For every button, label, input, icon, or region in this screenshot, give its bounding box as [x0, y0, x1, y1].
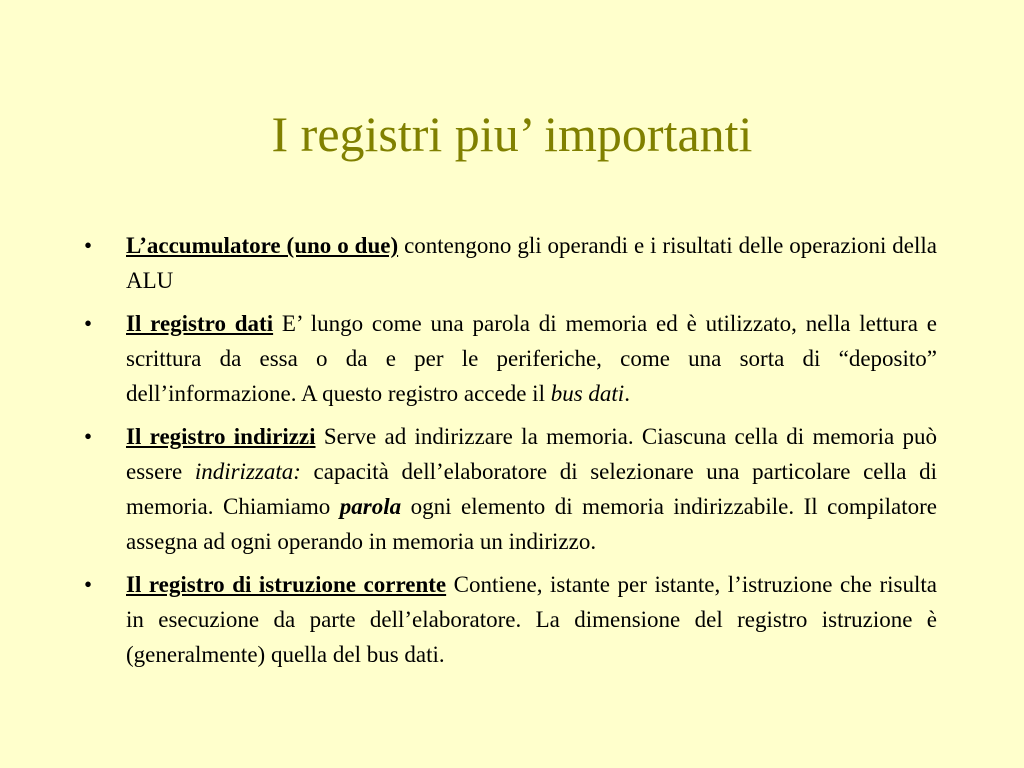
bullet-icon: • [84, 233, 93, 258]
bullet-text: ogni elemento di memoria indirizzabile. Il compilatore assegna ad ogni operando in memoria un indirizzo. [126, 494, 937, 554]
bullet-registro-istruzione [84, 567, 937, 672]
bullet-accumulatore [84, 228, 937, 298]
bullet-text: Contiene, istante per istante, l’istruzione che risulta in esecuzione da parte dell’elaboratore. La dimensione del registro istruzione è (generalmente) quella del bus dati. [126, 572, 937, 667]
bullet-emphasis: indirizzata: [194, 459, 301, 484]
bullet-text: capacità dell’elaboratore di selezionare una particolare cella di memoria. Chiamiamo [126, 459, 938, 519]
bullet-registro-indirizzi [84, 419, 937, 559]
bullet-icon: • [84, 311, 93, 336]
bullet-term: L’accumulatore (uno o due) [126, 233, 399, 258]
slide-title: I registri piu’ importanti [271, 106, 753, 162]
bullet-strong-emphasis: parola [339, 494, 402, 519]
bullet-text: E’ lungo come una parola di memoria ed è utilizzato, nella lettura e scrittura da essa o da e per le periferiche, come una sorta di “deposito” dell’informazione. A questo registro accede il [126, 311, 937, 406]
bullet-icon: • [84, 572, 93, 597]
bullet-term: Il registro dati [126, 311, 274, 336]
bullet-registro-dati [84, 306, 937, 411]
bullet-text: . [624, 381, 630, 406]
bullet-icon: • [84, 424, 93, 449]
bullet-list [84, 228, 937, 680]
bullet-term: Il registro indirizzi [126, 424, 316, 449]
bullet-text: Serve ad indirizzare la memoria. Ciascuna cella di memoria può essere [126, 424, 937, 484]
bullet-term: Il registro di istruzione corrente [126, 572, 447, 597]
bullet-text: contengono gli operandi e i risultati delle operazioni della ALU [126, 233, 937, 293]
bullet-emphasis: bus dati [550, 381, 625, 406]
